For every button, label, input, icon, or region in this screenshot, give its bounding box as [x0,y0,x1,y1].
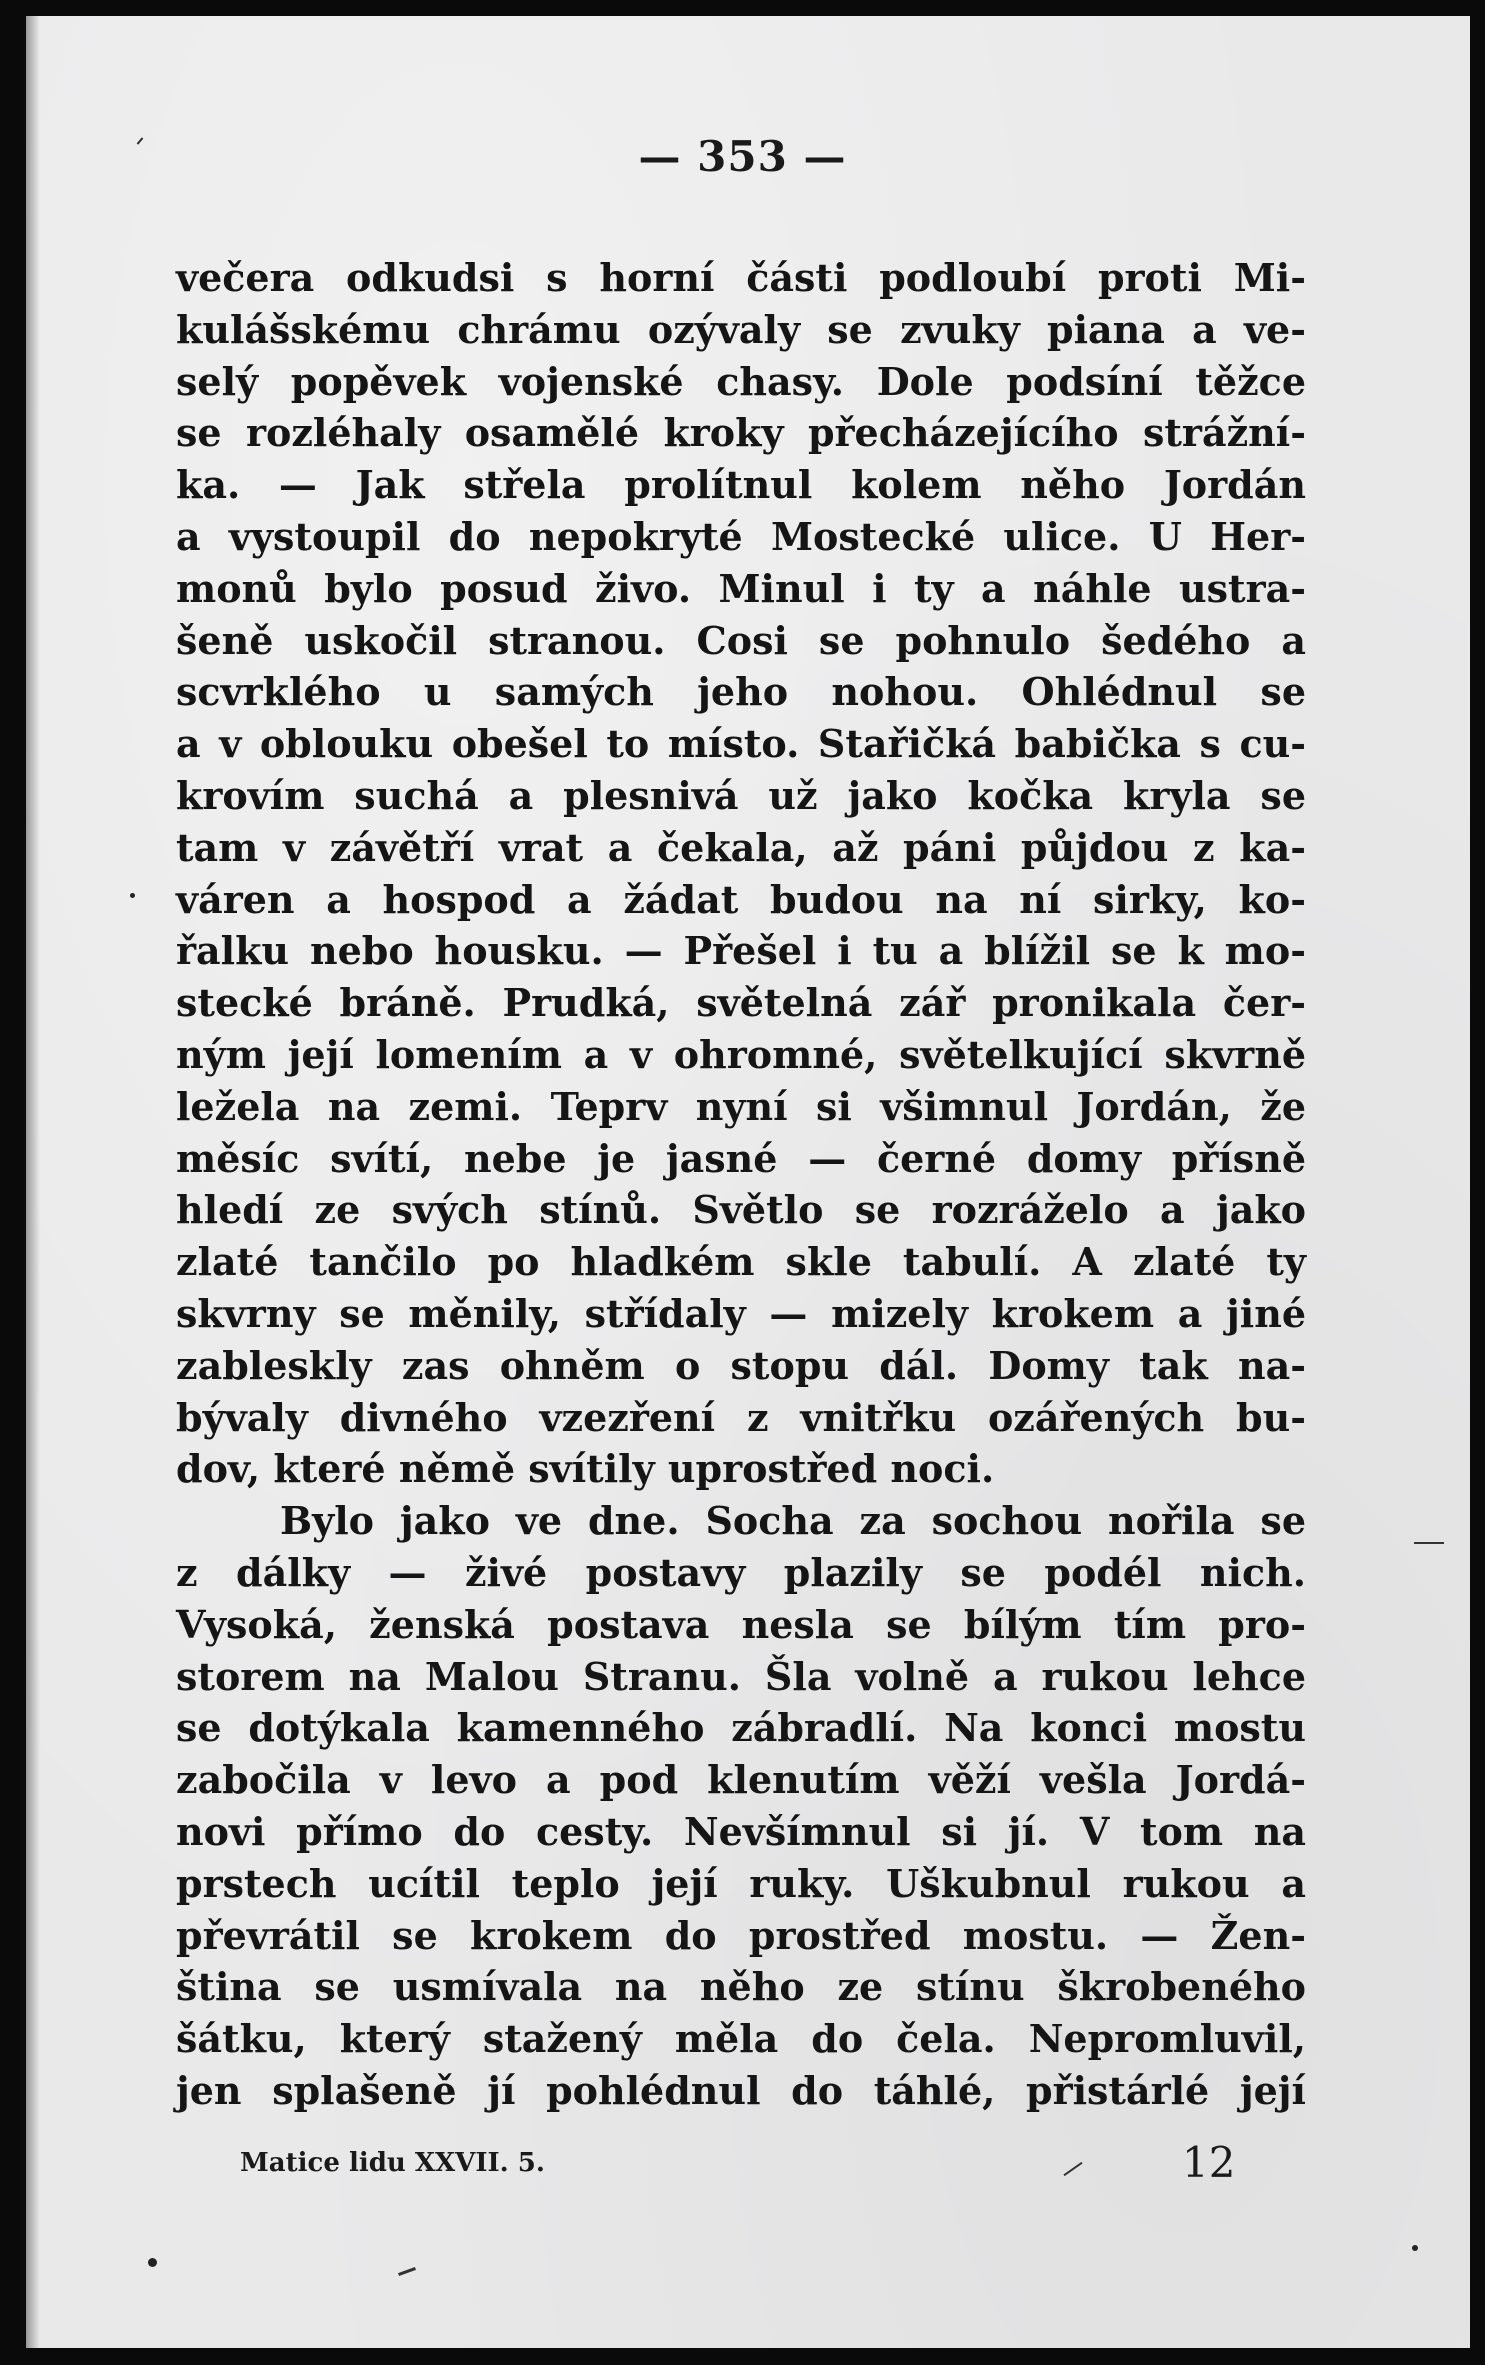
text-line: stecké bráně. Prudká, světelná zář pronikala čer- [176,980,1306,1026]
text-line: měsíc svítí, nebe je jasné — černé domy přísně [176,1135,1306,1181]
text-line: ština se usmívala na něho ze stínu škrobeného [176,1964,1306,2010]
text-line: a vystoupil do nepokryté Mostecké ulice. U Her- [176,513,1306,559]
printer-signature: Matice lidu XXVII. 5. [240,2148,545,2178]
text-line: večera odkudsi s horní části podloubí proti Mi- [176,255,1306,300]
text-line: zabočila v levo a pod klenutím věží vešla Jordá- [176,1757,1306,1803]
text-line: zableskly zas ohněm o stopu dál. Domy tak na- [176,1342,1306,1388]
page-gutter-shadow [26,16,40,2348]
text-line: selý popěvek vojenské chasy. Dole podsíní těžce [176,358,1306,404]
text-line: zlaté tančilo po hladkém skle tabulí. A zlaté ty [176,1239,1306,1285]
text-line: šátku, který stažený měla do čela. Nepromluvil, [176,2016,1306,2062]
scan-speck [148,2258,157,2267]
text-line: skvrny se měnily, střídaly — mizely krokem a jiné [176,1290,1306,1336]
text-line: hledí ze svých stínů. Světlo se rozráželo a jako [176,1187,1306,1233]
text-line: prstech ucítil teplo její ruky. Uškubnul rukou a [176,1860,1306,1906]
text-line: ležela na zemi. Teprv nyní si všimnul Jordán, že [176,1083,1306,1129]
text-line: Bylo jako ve dne. Socha za sochou nořila se [280,1498,1306,1544]
text-line: se dotýkala kamenného zábradlí. Na konci mostu [176,1705,1306,1751]
text-line: storem na Malou Stranu. Šla volně a rukou lehce [176,1653,1306,1699]
text-line: tam v závětří vrat a čekala, až páni půjdou z ka- [176,824,1306,870]
body-text [176,252,1306,2117]
text-line: převrátil se krokem do prostřed mostu. — Žen- [176,1912,1306,1958]
page-number: — 353 — [638,132,847,181]
text-line: řalku nebo housku. — Přešel i tu a blížil se k mo- [176,928,1306,974]
scan-speck [1412,2245,1418,2251]
text-line: ka. — Jak střela prolítnul kolem něho Jordán [176,462,1306,508]
text-line: bývaly divného vzezření z vnitřku ozářených bu- [176,1394,1306,1440]
text-line: šeně uskočil stranou. Cosi se pohnulo šedého a [176,617,1306,663]
scan-mark [1414,1542,1444,1544]
text-line: z dálky — živé postavy plazily se podél nich. [176,1549,1306,1595]
text-line: a v oblouku obešel to místo. Stařičká babička s cu- [176,721,1306,767]
text-line: krovím suchá a plesnivá už jako kočka kryla se [176,772,1306,818]
text-line: dov, které němě svítily uprostřed noci. [176,1446,995,1492]
text-line: monů bylo posud živo. Minul i ty a náhle ustra- [176,565,1306,611]
sheet-number: 12 [1182,2138,1236,2187]
text-line: jen splašeně jí pohlédnul do táhlé, přistárlé její [176,2067,1306,2113]
text-line: váren a hospod a žádat budou na ní sirky, ko- [176,876,1306,922]
text-line: scvrklého u samých jeho nohou. Ohlédnul se [176,669,1306,715]
text-line: kulášskému chrámu ozývaly se zvuky piana a ve- [176,306,1306,352]
text-line: Vysoká, ženská postava nesla se bílým tím pro- [176,1601,1306,1647]
text-line: ným její lomením a v ohromné, světelkující skvrně [176,1031,1306,1077]
text-line: se rozléhaly osamělé kroky přecházejícího strážní- [176,410,1306,456]
text-line: novi přímo do cesty. Nevšímnul si jí. V tom na [176,1808,1306,1854]
scan-speck [130,893,135,898]
